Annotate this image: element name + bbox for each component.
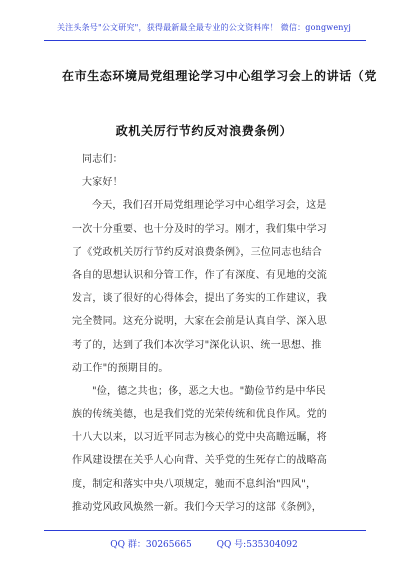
body-line: 一次十分重要、也十分及时的学习。刚才，我们集中学习 xyxy=(72,223,327,235)
body-line: 各自的思想认识和分管工作，作了有深度、有见地的交流 xyxy=(72,269,327,281)
body-line: 动工作"的预期目的。 xyxy=(72,362,169,374)
footer-divider xyxy=(44,530,366,531)
body-line: 了《党政机关厉行节约反对浪费条例》，三位同志也结合 xyxy=(72,246,322,258)
body-line: 考了的，达到了我们本次学习"深化认识、统一思想、推 xyxy=(72,339,322,351)
document-body xyxy=(72,148,372,519)
document-title-line-2: 政机关厉行节约反对浪费条例） xyxy=(115,124,293,138)
body-line: 度，制定和落实中央八项规定，驰而不息纠治"四风"， xyxy=(72,478,317,490)
body-line: 完全赞同。这充分说明，大家在会前是认真自学、深入思 xyxy=(72,316,327,328)
greeting-comrades: 同志们： xyxy=(82,154,123,165)
footer-contact xyxy=(0,537,408,550)
body-line: 族的传统美德，也是我们党的光荣传统和优良作风。党的 xyxy=(72,409,327,421)
body-line: 发言，谈了很好的心得体会，提出了务实的工作建议，我 xyxy=(72,293,327,305)
header-divider xyxy=(44,40,366,41)
body-line: 作风建设摆在关乎人心向背、关乎党的生死存亡的战略高 xyxy=(72,455,327,467)
header-promo-text: 关注头条号"公文研究"，获得最新最全最专业的公文资料库！ 微信：gongwenyj xyxy=(56,23,352,32)
body-line: 今天，我们召开局党组理论学习中心组学习会，这是 xyxy=(92,200,327,212)
body-line: 十八大以来，以习近平同志为核心的党中央高瞻远瞩，将 xyxy=(72,432,327,444)
document-title-line-1: 在市生态环境局党组理论学习中心组学习会上的讲话（党 xyxy=(62,69,378,83)
body-line: 推动党风政风焕然一新。我们今天学习的这部《条例》， xyxy=(72,501,322,513)
body-line: "俭，德之共也；侈，恶之大也。"勤俭节约是中华民 xyxy=(92,385,326,397)
greeting-hello: 大家好！ xyxy=(82,177,123,189)
footer-qq-number: QQ 号:535304092 xyxy=(216,540,298,550)
footer-qq-group: QQ 群：30265665 xyxy=(110,540,192,550)
